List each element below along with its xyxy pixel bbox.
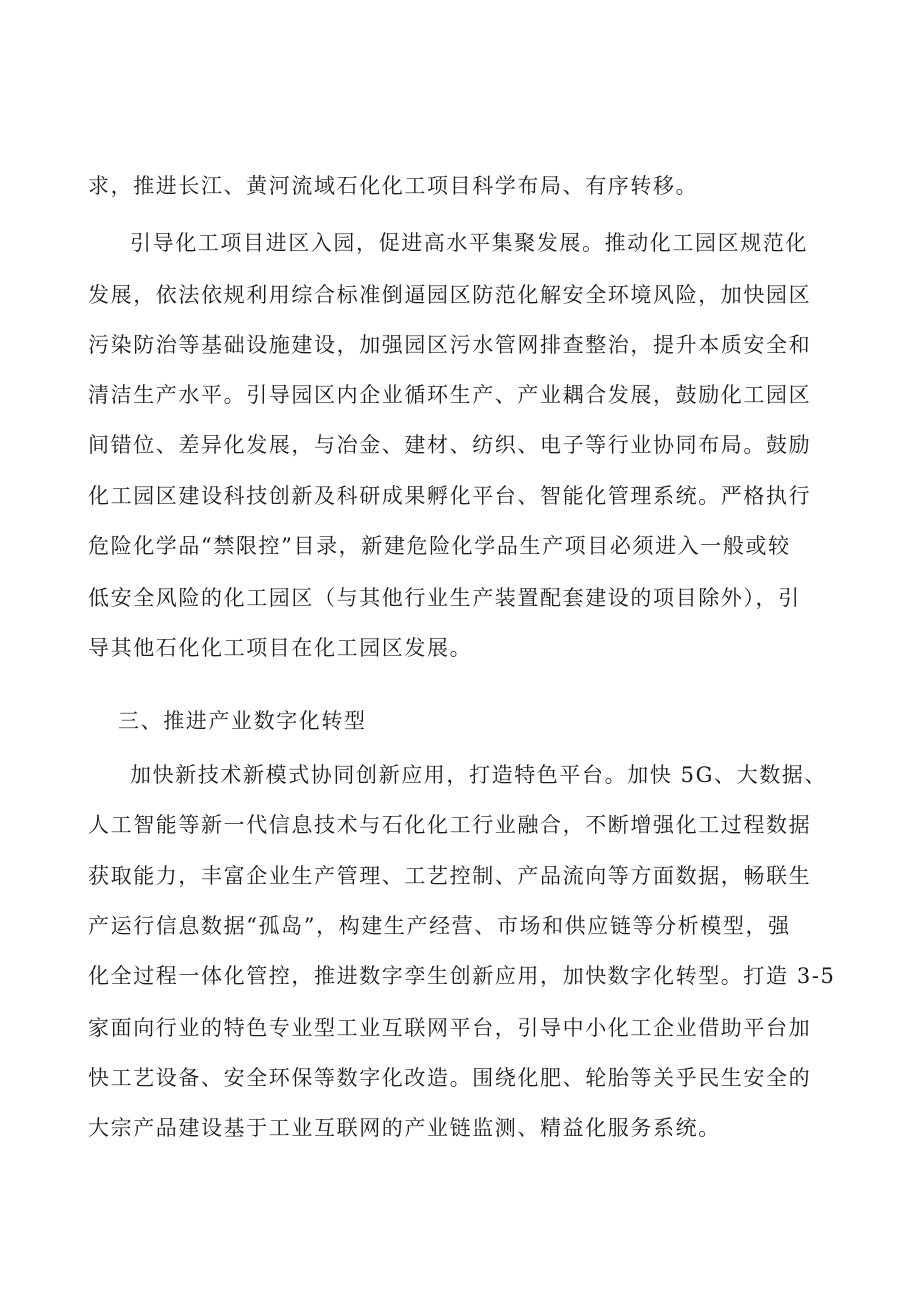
paragraph-2-line-9: 导其他石化化工项目在化工园区发展。 [88,636,473,660]
section-heading: 三、推进产业数字化转型 [118,709,367,733]
paragraph-2-line-1: 引导化工项目进区入园，促进高水平集聚发展。推动化工园区规范化 [130,231,808,255]
paragraph-2-line-6: 化工园区建设科技创新及科研成果孵化平台、智能化管理系统。严格执行 [88,484,812,508]
paragraph-3-line-3: 获取能力，丰富企业生产管理、工艺控制、产品流向等方面数据，畅联生 [88,864,812,888]
paragraph-3-line-2: 人工智能等新一代信息技术与石化化工行业融合，不断增强化工过程数据 [88,813,812,837]
paragraph-2-line-4: 清洁生产水平。引导园区内企业循环生产、产业耦合发展，鼓励化工园区 [88,383,812,407]
paragraph-2-line-8: 低安全风险的化工园区（与其他行业生产装置配套建设的项目除外），引 [88,586,801,610]
paragraph-3-line-5: 化全过程一体化管控，推进数字孪生创新应用，加快数字化转型。打造 3-5 [88,964,836,988]
paragraph-3-line-7: 快工艺设备、安全环保等数字化改造。围绕化肥、轮胎等关乎民生安全的 [88,1066,812,1090]
paragraph-2-line-2: 发展，依法依规利用综合标准倒逼园区防范化解安全环境风险，加快园区 [88,283,812,307]
paragraph-2-line-7: 危险化学品“禁限控”目录，新建危险化学品生产项目必须进入一般或较 [88,534,791,558]
paragraph-2-line-5: 间错位、差异化发展，与冶金、建材、纺织、电子等行业协同布局。鼓励 [88,433,812,457]
paragraph-1-line-1: 求，推进长江、黄河流域石化化工项目科学布局、有序转移。 [88,174,699,198]
paragraph-3-line-4: 产运行信息数据“孤岛”，构建生产经营、市场和供应链等分析模型，强 [88,914,791,938]
paragraph-2-line-3: 污染防治等基础设施建设，加强园区污水管网排查整治，提升本质安全和 [88,333,812,357]
paragraph-3-line-8: 大宗产品建设基于工业互联网的产业链监测、精益化服务系统。 [88,1116,721,1140]
paragraph-3-line-1: 加快新技术新模式协同创新应用，打造特色平台。加快 5G、大数据、 [130,763,828,787]
paragraph-3-line-6: 家面向行业的特色专业型工业互联网平台，引导中小化工企业借助平台加 [88,1016,812,1040]
